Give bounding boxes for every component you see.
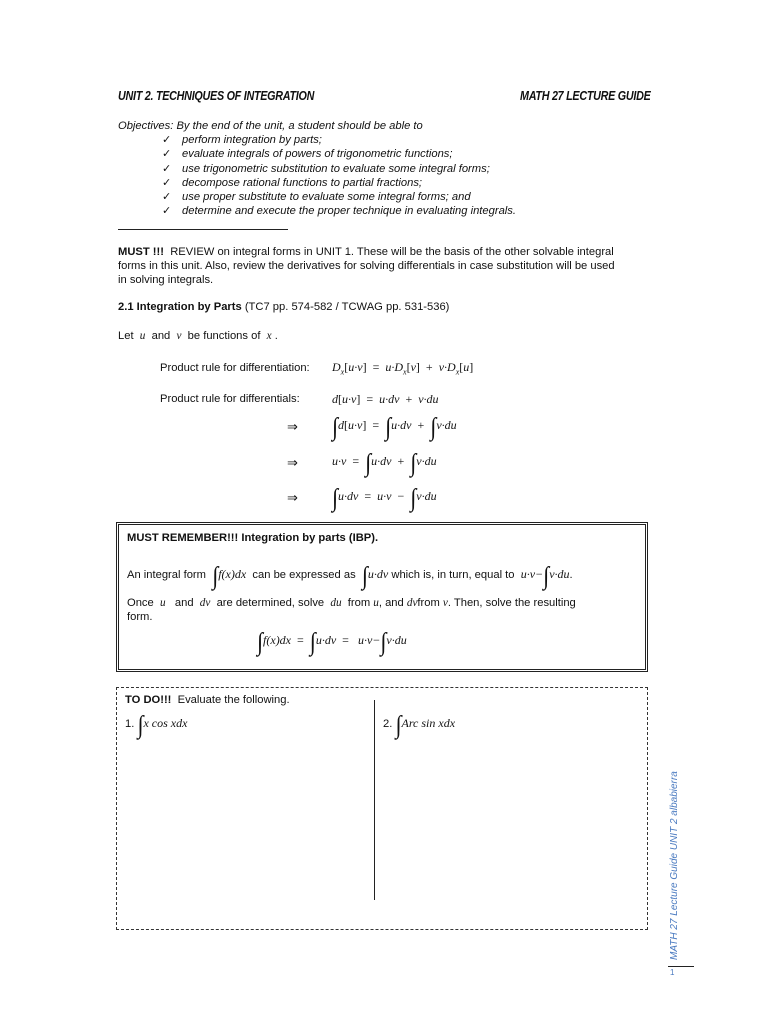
ibp-box xyxy=(116,522,648,672)
ibp-line3: form. xyxy=(127,611,153,623)
product-rule-diff-label: Product rule for differentiation: xyxy=(160,362,310,374)
todo-item-1: 1. ∫x cos xdx xyxy=(125,710,188,739)
must-review-line3: in solving integrals. xyxy=(118,274,214,286)
guide-title: MATH 27 LECTURE GUIDE xyxy=(520,89,651,103)
integral-step-1: ∫d[u·v] = ∫u·dv + ∫v·du xyxy=(332,412,457,441)
todo-header: TO DO!!! Evaluate the following. xyxy=(125,694,290,706)
must-label: MUST !!! xyxy=(118,246,164,258)
must-review-line2: forms in this unit. Also, review the derivatives for solving differentials in case substitution will be used xyxy=(118,260,615,272)
ibp-formula: ∫f(x)dx = ∫u·dv = u·v−∫v·du xyxy=(257,627,407,656)
must-review-line1: MUST !!! REVIEW on integral forms in UNIT 1. These will be the basis of the other solvable integral xyxy=(118,246,614,258)
implies-arrow: ⇒ xyxy=(287,490,298,505)
section-title: 2.1 Integration by Parts (TC7 pp. 574-582 / TCWAG pp. 531-536) xyxy=(118,301,450,313)
check-icon: ✓ xyxy=(162,191,172,204)
check-icon: ✓ xyxy=(162,134,172,146)
integral-step-3: ∫u·dv = u·v − ∫v·du xyxy=(332,483,437,512)
check-icon: ✓ xyxy=(162,148,172,161)
objective-item: ✓ evaluate integrals of powers of trigonometric functions; xyxy=(162,148,453,161)
separator-line xyxy=(118,229,288,230)
implies-arrow: ⇒ xyxy=(287,455,298,470)
todo-box xyxy=(116,687,648,930)
side-footer-text: MATH 27 Lecture Guide UNIT 2 albabierra xyxy=(669,771,680,960)
ibp-title: MUST REMEMBER!!! Integration by parts (IBP). xyxy=(127,532,379,544)
implies-arrow: ⇒ xyxy=(287,419,298,434)
page-number-rule xyxy=(668,966,694,967)
product-rule-differentials-formula: d[u·v] = u·dv + v·du xyxy=(332,392,439,406)
unit-title: UNIT 2. TECHNIQUES OF INTEGRATION xyxy=(118,89,315,103)
objective-item: ✓ determine and execute the proper technique in evaluating integrals. xyxy=(162,205,516,218)
product-rule-diff-formula: $D_x[u\cdot v] = u\cdot D_x[v] + v\cdot D_x[u]$ xyxy=(332,360,474,377)
product-rule-differentials-label: Product rule for differentials: xyxy=(160,393,300,405)
check-icon: ✓ xyxy=(162,162,172,175)
objective-item: ✓ perform integration by parts; xyxy=(162,134,322,146)
integral-step-2: u·v = ∫u·dv + ∫v·du xyxy=(332,448,437,477)
todo-item-2: 2. ∫Arc sin xdx xyxy=(383,710,456,739)
ibp-line1: An integral form ∫f(x)dx can be expressed as ∫u·dv which is, in turn, equal to u·v−∫v·du. xyxy=(127,561,573,590)
objective-item: ✓ use proper substitute to evaluate some integral forms; and xyxy=(162,191,471,204)
objective-item: ✓ use trigonometric substitution to evaluate some integral forms; xyxy=(162,162,490,175)
check-icon: ✓ xyxy=(162,176,172,189)
page-number: 1 xyxy=(670,968,675,977)
objectives-list xyxy=(162,133,516,219)
objectives-intro: Objectives: By the end of the unit, a student should be able to xyxy=(118,120,423,132)
let-line: Let u and v be functions of x . xyxy=(118,330,278,342)
todo-column-divider xyxy=(374,700,375,900)
objective-item: ✓ decompose rational functions to partial fractions; xyxy=(162,176,423,189)
ibp-line2: Once u and dv are determined, solve du from u, and dvfrom v. Then, solve the resulting xyxy=(127,597,576,609)
check-icon: ✓ xyxy=(162,205,172,218)
